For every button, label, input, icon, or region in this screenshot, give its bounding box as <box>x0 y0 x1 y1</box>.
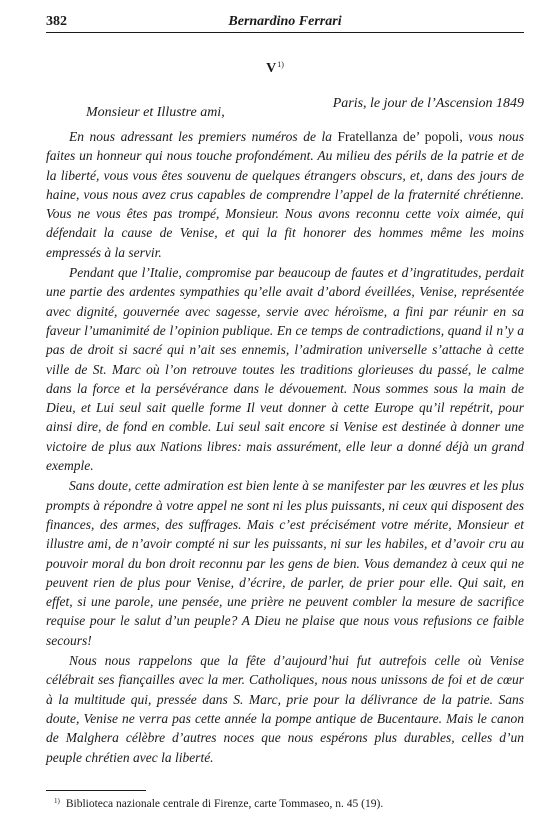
footnote <box>54 797 383 810</box>
running-header <box>46 14 524 33</box>
paragraph-text: En nous adressant les premiers numéros de la <box>69 129 338 144</box>
letter-dateline: Paris, le jour de l’Ascension 1849 <box>332 96 524 111</box>
running-title: Bernardino Ferrari <box>228 14 342 29</box>
letter-salutation: Monsieur et Illustre ami, <box>86 105 225 120</box>
footnote-marker: 1) <box>54 797 60 805</box>
page-number: 382 <box>46 14 67 29</box>
paragraph-text: , vous nous faites un honneur qui nous touche profondément. Au milieu des périls de la patrie et de la liberté, vous vous êtes souvenu de quelques étrangers obscurs, et, dans des jours de haine, vous nous avez crus capables de comprendre l’appel de la fraternité chrétienne. Vous ne vous êtes pas trompé, Monsieur. Nous avons reconnu cette voix aimée, qui défendait la cause de Venise, et qui la fit honorer des hommes même les moins empressés à la servir. <box>46 129 525 260</box>
paragraph-3: Sans doute, cette admiration est bien lente à se manifester par les œuvres et les plus prompts à répondre à votre appel ne sont ni les plus puissants, ni ceux qui disposent des finances, des armes, des suffrages. Mais c’est précisément votre mérite, Monsieur et illustre ami, de n’avoir compté ni sur les puissants, ni sur les habiles, et d’avoir cru au pouvoir moral du bon droit reconnu par les gens de bien. Vous demandez à ceux qui ne peuvent rien de plus pour Venise, d’écrire, de parler, de prier pour elle. Qui sait, en effet, si une parole, une pensée, une prière ne peuvent combler la mesure de sacrifice requise pour le salut d’un peuple? A Dieu ne plaise que nous vous refusions ce faible secours! <box>46 478 524 648</box>
journal-title: Fratellanza de’ popoli <box>337 129 460 144</box>
footnote-divider <box>46 790 146 791</box>
footnote-reference: 1) <box>277 60 284 69</box>
letter-body <box>46 127 524 768</box>
paragraph-4: Nous nous rappelons que la fête d’aujourd’hui fut autrefois celle où Venise célébrait ses fiançailles avec la mer. Catholiques, nous nous unissons de foi et de cœur à la multitude qui, pressée dans S. Marc, prie pour la délivrance de la patrie. Sans doute, Venise ne verra pas cette année la pompe antique de Bucentaure. Mais le canon de Malghera célèbre d’autres noces que nous espérons plus durables, celles d’un peuple chrétien avec la liberté. <box>46 653 524 765</box>
footnote-text: Biblioteca nazionale centrale di Firenze, carte Tommaseo, n. 45 (19). <box>65 798 384 810</box>
paragraph-1 <box>46 127 524 262</box>
paragraph-2: Pendant que l’Italie, compromise par beaucoup de fautes et d’ingratitudes, perdait une partie des ardentes sympathies qu’elle avait d’abord éveillées, Venise, représentée avec dignité, gouvernée avec sagesse, servie avec héroïsme, a fini par réunir en sa faveur l’umanimité de l’opinion publique. En ce temps de contradictions, quand il n’y a pas de droit si sacré qui n’ait ses ennemis, l’admiration universelle s’attache à cette ville de St. Marc où l’on retrouve toutes les traditions glorieuses du passé, le calme dans la force et la persévérance dans le dévouement. Nous sommes sous la main de Dieu, et Lui seul sait quelle forme Il veut donner à cette Europe qu’il repétrit, pour ainsi dire, de fond en comble. Lui seul sait encore si Venise est destinée à donner une victoire de plus aux Nations libres: mais assurément, elle leur a donné déjà un grand exemple. <box>46 265 524 474</box>
letter-number <box>0 60 550 77</box>
letter-roman-numeral: V <box>266 61 277 76</box>
